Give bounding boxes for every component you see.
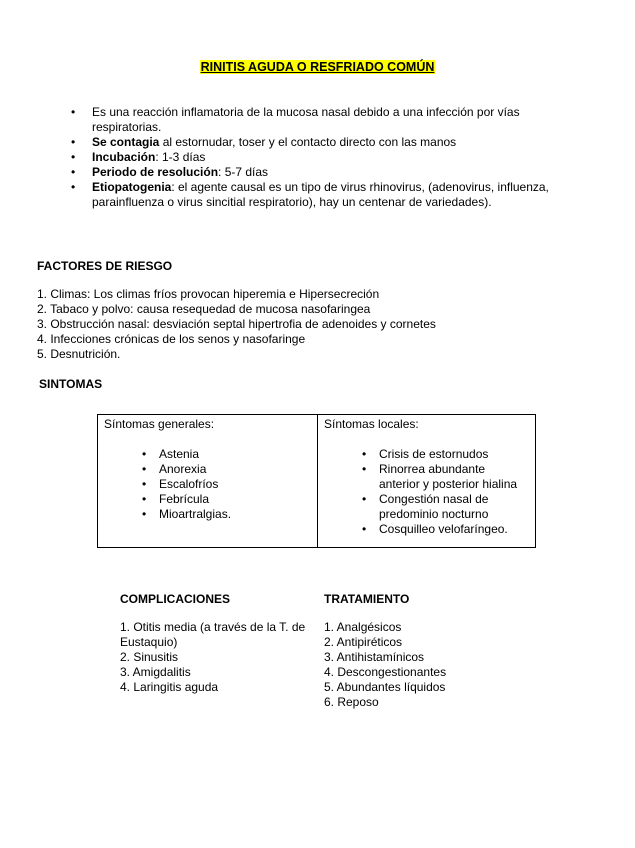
list-item: 4. Laringitis aguda: [120, 680, 219, 694]
complications-list: [120, 620, 310, 695]
list-item: 1. Otitis media (a través de la T. de Eustaquio): [120, 620, 306, 649]
general-symptoms-list: [159, 447, 231, 522]
list-item: 3. Amigdalitis: [120, 665, 191, 679]
intro-item: • Incubación: 1-3 días: [92, 150, 562, 165]
list-item: 4. Infecciones crónicas de los senos y nasofaringe: [37, 332, 306, 346]
list-item: 5. Abundantes líquidos: [324, 680, 446, 694]
symptoms-table: [97, 414, 536, 548]
list-item: 3. Obstrucción nasal: desviación septal hipertrofia de adenoides y cornetes: [37, 317, 436, 331]
list-item: 1. Climas: Los climas fríos provocan hiperemia e Hipersecreción: [37, 287, 380, 301]
list-item: • Anorexia: [159, 462, 231, 477]
list-item: • Cosquilleo velofaríngeo.: [379, 522, 529, 537]
treatment-list: [324, 620, 524, 710]
list-item: 2. Antipiréticos: [324, 635, 403, 649]
complications-section: [120, 592, 310, 695]
local-symptoms-title: Síntomas locales:: [324, 417, 419, 431]
page-title-text: RINITIS AGUDA O RESFRIADO COMÚN: [200, 60, 435, 74]
list-item: 1. Analgésicos: [324, 620, 402, 634]
intro-bullet-list: [92, 105, 562, 210]
local-symptoms-cell: [318, 415, 535, 547]
list-item: 3. Antihistamínicos: [324, 650, 425, 664]
symptoms-heading: SINTOMAS: [39, 377, 103, 391]
list-item: • Febrícula: [159, 492, 231, 507]
intro-item: • Periodo de resolución: 5-7 días: [92, 165, 562, 180]
list-item: • Mioartralgias.: [159, 507, 231, 522]
intro-item: • Se contagia al estornudar, toser y el contacto directo con las manos: [92, 135, 562, 150]
list-item: • Escalofríos: [159, 477, 231, 492]
treatment-section: [324, 592, 524, 710]
complications-heading: COMPLICACIONES: [120, 592, 231, 606]
list-item: • Astenia: [159, 447, 231, 462]
page-title: [0, 60, 635, 75]
list-item: • Crisis de estornudos: [379, 447, 529, 462]
intro-item: • Es una reacción inflamatoria de la mucosa nasal debido a una infección por vías respiratorias.: [92, 105, 562, 135]
risk-factors-heading: FACTORES DE RIESGO: [37, 259, 173, 273]
list-item: 5. Desnutrición.: [37, 347, 121, 361]
intro-item: • Etiopatogenia: el agente causal es un tipo de virus rhinovirus, (adenovirus, influenza, parainfluenza o virus sincitial respiratorio), hay un centenar de variedades).: [92, 180, 562, 210]
treatment-heading: TRATAMIENTO: [324, 592, 410, 606]
risk-factors-list: [37, 287, 436, 362]
list-item: • Congestión nasal de predominio nocturno: [379, 492, 529, 522]
list-item: 4. Descongestionantes: [324, 665, 447, 679]
general-symptoms-title: Síntomas generales:: [104, 417, 215, 431]
general-symptoms-cell: [98, 415, 318, 547]
local-symptoms-list: [379, 447, 529, 537]
list-item: 2. Tabaco y polvo: causa resequedad de mucosa nasofaringea: [37, 302, 371, 316]
list-item: 6. Reposo: [324, 695, 379, 709]
list-item: 2. Sinusitis: [120, 650, 179, 664]
list-item: • Rinorrea abundante anterior y posterior hialina: [379, 462, 529, 492]
